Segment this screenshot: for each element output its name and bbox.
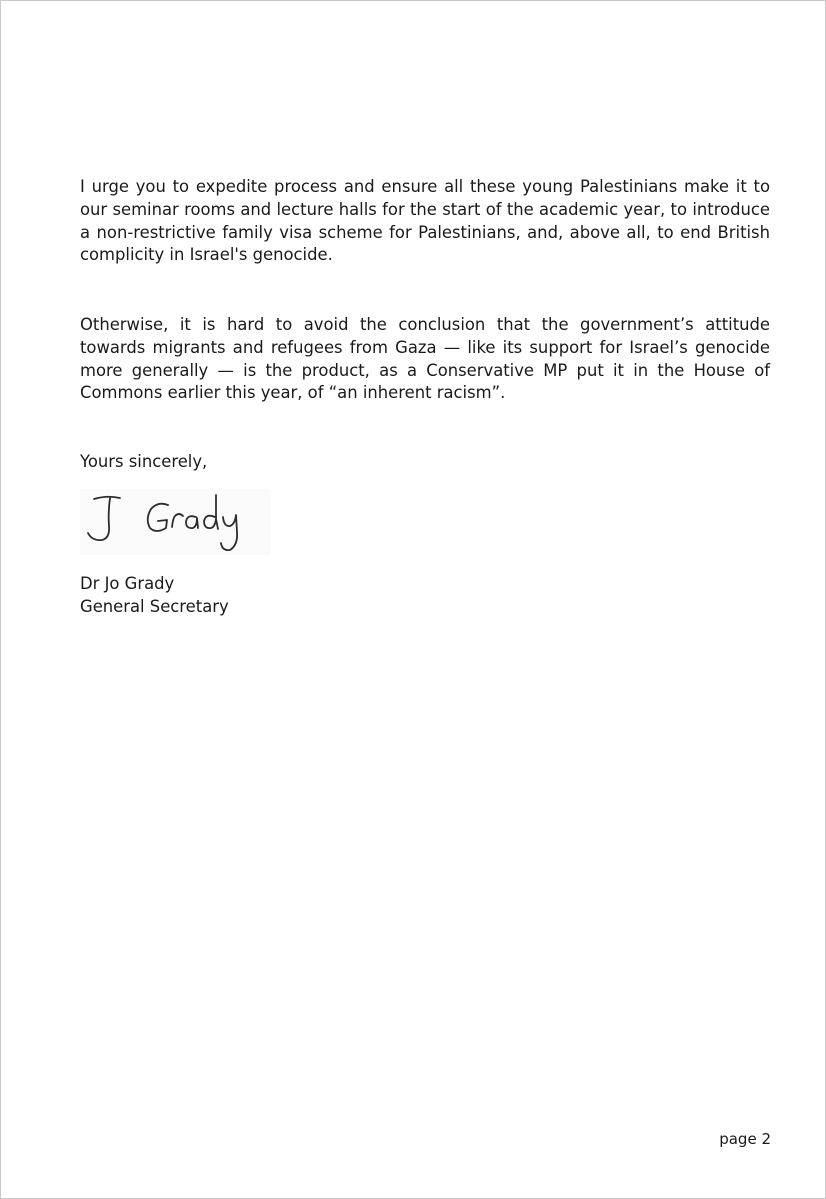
letter-paragraph-1: I urge you to expedite process and ensure all these young Palestinians make it to our seminar rooms and lecture halls for the start of the academic year, to introduce a non-restrictive family visa scheme for Palestinians, and, above all, to end British complicity in Israel's genocide. (80, 177, 770, 265)
signer-title: General Secretary (80, 596, 229, 616)
closing-salutation: Yours sincerely, (80, 452, 208, 471)
signature-image (80, 489, 270, 555)
letter-paragraph-2: Otherwise, it is hard to avoid the conclusion that the government’s attitude towards migrants and refugees from Gaza — like its support for Israel’s genocide more generally — is the product, as a Conservative MP put it in the House of Commons earlier this year, of “an inherent racism”. (80, 315, 770, 403)
signer-name: Dr Jo Grady (80, 574, 175, 593)
handwritten-signature (80, 489, 270, 555)
page-number: page 2 (719, 1130, 771, 1148)
signer-block (80, 573, 229, 618)
